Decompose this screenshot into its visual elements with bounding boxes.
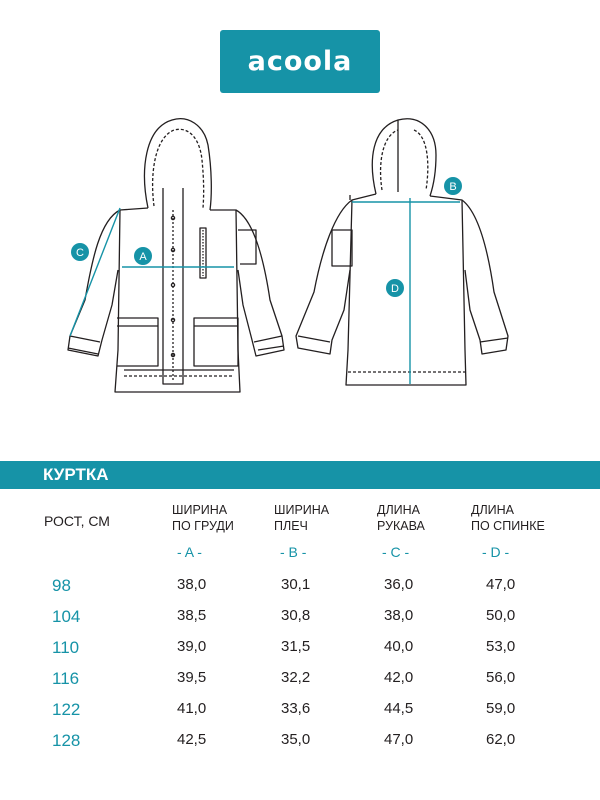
column-letter-d: - D - xyxy=(482,544,510,560)
cell-shoulder: 32,2 xyxy=(281,669,311,686)
marker-c-label: C xyxy=(76,247,84,259)
size-value: 116 xyxy=(52,669,80,688)
cell-shoulder: 35,0 xyxy=(281,731,311,748)
cell-chest: 39,0 xyxy=(177,638,207,655)
jacket-front-view xyxy=(68,119,284,392)
marker-b-label: B xyxy=(449,181,457,193)
cell-sleeve: 42,0 xyxy=(384,669,414,686)
cell-sleeve: 44,5 xyxy=(384,700,414,717)
cell-chest: 38,0 xyxy=(177,576,207,593)
cell-shoulder: 33,6 xyxy=(281,700,311,717)
size-value: 104 xyxy=(52,607,81,626)
size-value: 98 xyxy=(52,576,71,595)
cell-chest: 42,5 xyxy=(177,731,207,748)
table-row xyxy=(0,576,600,602)
cell-back: 47,0 xyxy=(486,576,516,593)
cell-shoulder: 30,1 xyxy=(281,576,311,593)
column-letter-a: - A - xyxy=(177,544,202,560)
cell-sleeve: 38,0 xyxy=(384,607,414,624)
cell-back: 53,0 xyxy=(486,638,516,655)
brand-logo xyxy=(220,30,380,93)
table-row xyxy=(0,607,600,633)
jacket-diagram xyxy=(0,100,600,420)
marker-d-label: D xyxy=(391,283,399,295)
column-header-chest: ШИРИНА ПО ГРУДИ xyxy=(172,503,234,533)
cell-back: 56,0 xyxy=(486,669,516,686)
jacket-back-view xyxy=(296,119,508,385)
table-row xyxy=(0,731,600,757)
row-header-label: РОСТ, СМ xyxy=(44,513,110,529)
section-title: КУРТКА xyxy=(43,465,109,484)
table-row xyxy=(0,700,600,726)
cell-shoulder: 30,8 xyxy=(281,607,311,624)
table-row xyxy=(0,669,600,695)
section-band xyxy=(0,461,600,489)
cell-sleeve: 47,0 xyxy=(384,731,414,748)
column-header-back: ДЛИНА ПО СПИНКЕ xyxy=(471,503,545,533)
table-row xyxy=(0,638,600,664)
size-value: 128 xyxy=(52,731,81,750)
column-letter-c: - C - xyxy=(382,544,410,560)
cell-chest: 41,0 xyxy=(177,700,207,717)
column-letter-b: - B - xyxy=(280,544,307,560)
size-value: 110 xyxy=(52,638,80,657)
column-header-sleeve: ДЛИНА РУКАВА xyxy=(377,503,425,533)
size-value: 122 xyxy=(52,700,81,719)
cell-back: 50,0 xyxy=(486,607,516,624)
cell-sleeve: 36,0 xyxy=(384,576,414,593)
marker-a-label: A xyxy=(139,251,147,263)
cell-shoulder: 31,5 xyxy=(281,638,311,655)
cell-chest: 39,5 xyxy=(177,669,207,686)
cell-chest: 38,5 xyxy=(177,607,207,624)
cell-sleeve: 40,0 xyxy=(384,638,414,655)
logo-text: acoola xyxy=(247,46,353,77)
cell-back: 59,0 xyxy=(486,700,516,717)
column-header-shoulder: ШИРИНА ПЛЕЧ xyxy=(274,503,330,533)
cell-back: 62,0 xyxy=(486,731,516,748)
